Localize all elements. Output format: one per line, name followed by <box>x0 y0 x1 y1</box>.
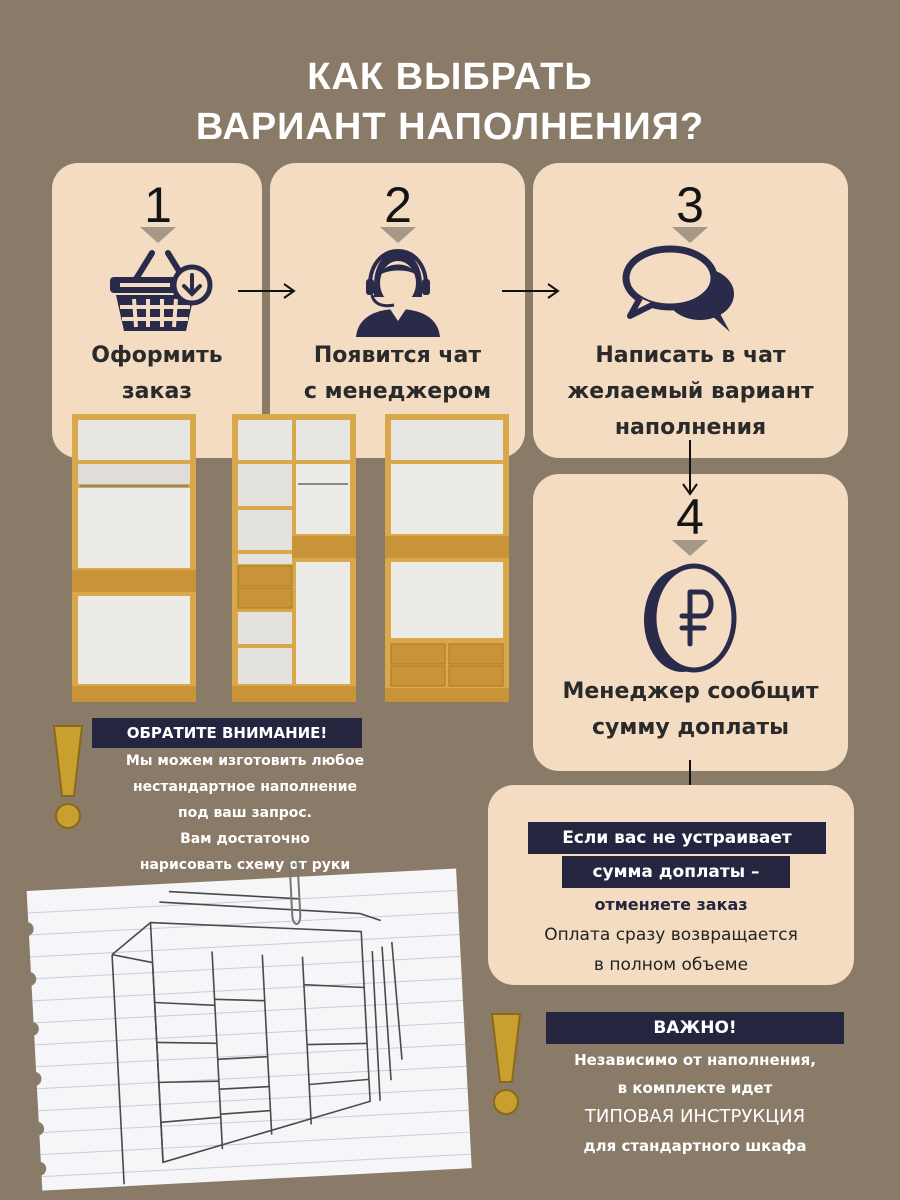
important-heading: ВАЖНО! <box>546 1012 844 1044</box>
step-pointer-4 <box>672 540 708 556</box>
support-operator-icon <box>352 245 444 337</box>
step-pointer-3 <box>672 227 708 243</box>
cancel-refund-line2: в полном объеме <box>593 955 749 975</box>
step-4-line2: сумму доплаты <box>591 715 790 740</box>
notice-line: нестандартное наполнение <box>132 779 358 795</box>
step-pointer-2 <box>380 227 416 243</box>
wardrobe-image-3 <box>385 414 509 702</box>
arrow-right-icon <box>236 282 298 300</box>
arrow-right-icon <box>500 282 562 300</box>
notice-heading: ОБРАТИТЕ ВНИМАНИЕ! <box>92 718 362 748</box>
wardrobe-image-2 <box>232 414 356 702</box>
exclamation-icon <box>48 722 88 832</box>
notice-line: под ваш запрос. <box>177 805 313 821</box>
important-line3: ТИПОВАЯ ИНСТРУКЦИЯ <box>584 1106 806 1127</box>
exclamation-icon <box>486 1010 526 1118</box>
cancel-banner-2: сумма доплаты – <box>562 856 790 888</box>
step-number-4: 4 <box>676 489 704 545</box>
step-3-line1: Написать в чат <box>595 343 786 368</box>
step-number-2: 2 <box>384 177 412 233</box>
cancel-banner-1: Если вас не устраивает <box>528 822 826 854</box>
step-pointer-1 <box>140 227 176 243</box>
arrow-down-icon <box>681 438 699 498</box>
step-number-1: 1 <box>144 177 172 233</box>
page-title-line2: ВАРИАНТ НАПОЛНЕНИЯ? <box>195 106 705 148</box>
important-line4: для стандартного шкафа <box>583 1137 807 1155</box>
step-4-line1: Менеджер сообщит <box>562 679 819 704</box>
notice-line: Мы можем изготовить любое <box>125 753 365 769</box>
step-2-line2: с менеджером <box>303 379 492 404</box>
wardrobe-sketch-image <box>6 858 476 1194</box>
step-3-line3: наполнения <box>614 415 767 440</box>
important-line1: Независимо от наполнения, <box>574 1051 816 1069</box>
ruble-coin-icon <box>636 560 742 676</box>
wardrobe-image-1 <box>72 414 196 702</box>
notice-line: Вам достаточно <box>180 831 310 847</box>
chat-bubbles-icon <box>620 244 740 336</box>
page-title-line1: КАК ВЫБРАТЬ <box>307 56 593 98</box>
notice-line: нарисовать схему от руки <box>139 857 351 873</box>
step-number-3: 3 <box>676 177 704 233</box>
cancel-refund-line1: Оплата сразу возвращается <box>544 925 798 945</box>
step-1-line1: Оформить <box>91 343 223 368</box>
step-3-line2: желаемый вариант <box>567 379 814 404</box>
step-1-line2: заказ <box>121 379 193 404</box>
shopping-basket-icon <box>108 245 214 333</box>
cancel-emphasis: отменяете заказ <box>594 895 748 914</box>
important-line2: в комплекте идет <box>617 1079 773 1097</box>
step-2-line1: Появится чат <box>313 343 482 368</box>
